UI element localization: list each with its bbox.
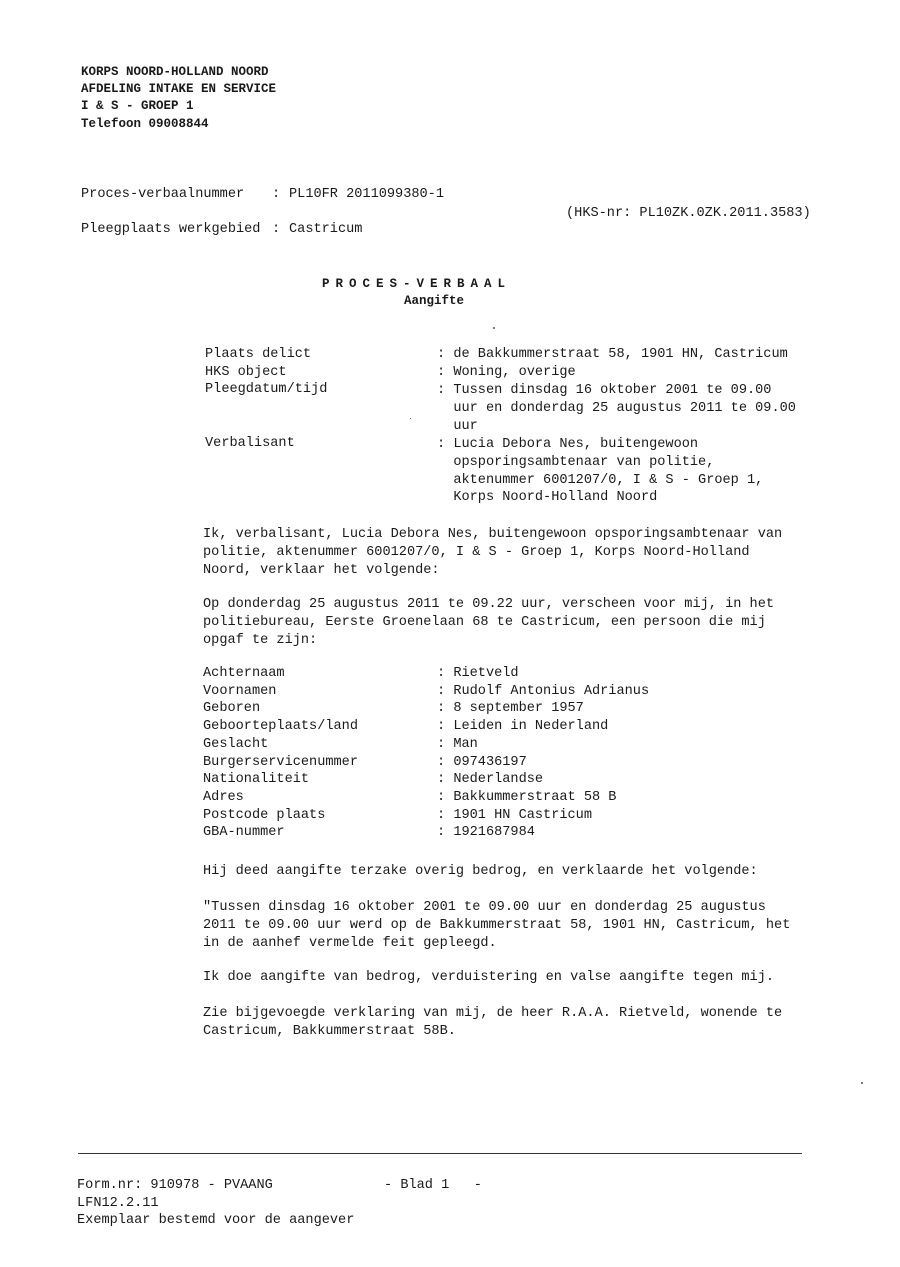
scan-speck bbox=[861, 1082, 863, 1084]
pv-number-label: Proces-verbaalnummer bbox=[81, 187, 245, 202]
pleegplaats-sep: : bbox=[272, 222, 281, 237]
person-row-value: : Nederlandse bbox=[437, 772, 544, 787]
form-number: Form.nr: 910978 - PVAANG bbox=[77, 1178, 273, 1193]
header-organization: KORPS NOORD-HOLLAND NOORD bbox=[81, 65, 269, 79]
pleegplaats-value: Castricum bbox=[289, 222, 363, 237]
person-row-value: : Leiden in Nederland bbox=[437, 719, 609, 734]
page-indicator: - Blad 1 - bbox=[384, 1178, 482, 1193]
pv-number-value: PL10FR 2011099380-1 bbox=[289, 187, 444, 202]
person-row-label: Geslacht bbox=[203, 737, 269, 752]
person-row-value: : 097436197 bbox=[437, 755, 527, 770]
scan-speck bbox=[493, 327, 495, 329]
person-row-label: Geboren bbox=[203, 701, 261, 716]
person-row-value: : Rietveld bbox=[437, 666, 519, 681]
delict-row-value: : Woning, overige bbox=[437, 365, 576, 380]
delict-row-label: Verbalisant bbox=[205, 436, 295, 451]
person-row-label: Nationaliteit bbox=[203, 772, 310, 787]
person-row-value: : 8 september 1957 bbox=[437, 701, 584, 716]
document-title: PROCES-VERBAAL bbox=[322, 277, 512, 291]
aangifte-declaration: Ik doe aangifte van bedrog, verduistering en valse aangifte tegen mij. bbox=[203, 970, 775, 985]
lfn-code: LFN12.2.11 bbox=[77, 1196, 159, 1211]
document-subtitle: Aangifte bbox=[404, 294, 465, 308]
delict-row-label: HKS object bbox=[205, 365, 287, 380]
hks-number: (HKS-nr: PL10ZK.0ZK.2011.3583) bbox=[566, 206, 811, 221]
scan-speck bbox=[410, 418, 411, 419]
pleegplaats-label: Pleegplaats werkgebied bbox=[81, 222, 261, 237]
pv-number-sep: : bbox=[272, 187, 281, 202]
person-row-value: : Man bbox=[437, 737, 478, 752]
delict-row-value: : de Bakkummerstraat 58, 1901 HN, Castricum bbox=[437, 347, 788, 362]
aangifte-quote: "Tussen dinsdag 16 oktober 2001 te 09.00 uur en donderdag 25 augustus 2011 te 09.00 uur werd op de Bakkummerstraat 58, 1901 HN, Castricum, het in de aanhef vermelde feit gepleegd. bbox=[203, 900, 791, 951]
person-row-label: Postcode plaats bbox=[203, 808, 326, 823]
person-row-value: : 1901 HN Castricum bbox=[437, 808, 592, 823]
person-row-value: : Rudolf Antonius Adrianus bbox=[437, 684, 650, 699]
person-row-label: Voornamen bbox=[203, 684, 277, 699]
person-row-label: Geboorteplaats/land bbox=[203, 719, 358, 734]
delict-row-label: Plaats delict bbox=[205, 347, 312, 362]
person-row-label: GBA-nummer bbox=[203, 825, 285, 840]
appearance-statement: Op donderdag 25 augustus 2011 te 09.22 uur, verscheen voor mij, in het politiebureau, Eerste Groenelaan 68 te Castricum, een persoon die mij opgaf te zijn: bbox=[203, 597, 775, 648]
delict-row-label: Pleegdatum/tijd bbox=[205, 382, 328, 397]
person-row-value: : Bakkummerstraat 58 B bbox=[437, 790, 617, 805]
copy-destination: Exemplaar bestemd voor de aangever bbox=[77, 1213, 355, 1228]
aangifte-reference: Zie bijgevoegde verklaring van mij, de heer R.A.A. Rietveld, wonende te Castricum, Bakkummerstraat 58B. bbox=[203, 1006, 783, 1039]
delict-row-value: : Lucia Debora Nes, buitengewoon opsporingsambtenaar van politie, aktenummer 6001207/0, I & S - Groep 1, Korps Noord-Holland Noord bbox=[437, 437, 764, 506]
aangifte-intro: Hij deed aangifte terzake overig bedrog, en verklaarde het volgende: bbox=[203, 864, 758, 879]
delict-row-value: : Tussen dinsdag 16 oktober 2001 te 09.00 uur en donderdag 25 augustus 2011 te 09.00 uur bbox=[437, 383, 796, 434]
header-department: AFDELING INTAKE EN SERVICE bbox=[81, 82, 277, 96]
header-phone: Telefoon 09008844 bbox=[81, 117, 209, 131]
person-row-label: Adres bbox=[203, 790, 244, 805]
person-row-label: Burgerservicenummer bbox=[203, 755, 358, 770]
footer-divider bbox=[78, 1153, 802, 1154]
person-row-label: Achternaam bbox=[203, 666, 285, 681]
person-row-value: : 1921687984 bbox=[437, 825, 535, 840]
verbalisant-statement: Ik, verbalisant, Lucia Debora Nes, buitengewoon opsporingsambtenaar van politie, aktenummer 6001207/0, I & S - Groep 1, Korps Noord-Holland Noord, verklaar het volgende: bbox=[203, 527, 783, 578]
header-group: I & S - GROEP 1 bbox=[81, 99, 194, 113]
